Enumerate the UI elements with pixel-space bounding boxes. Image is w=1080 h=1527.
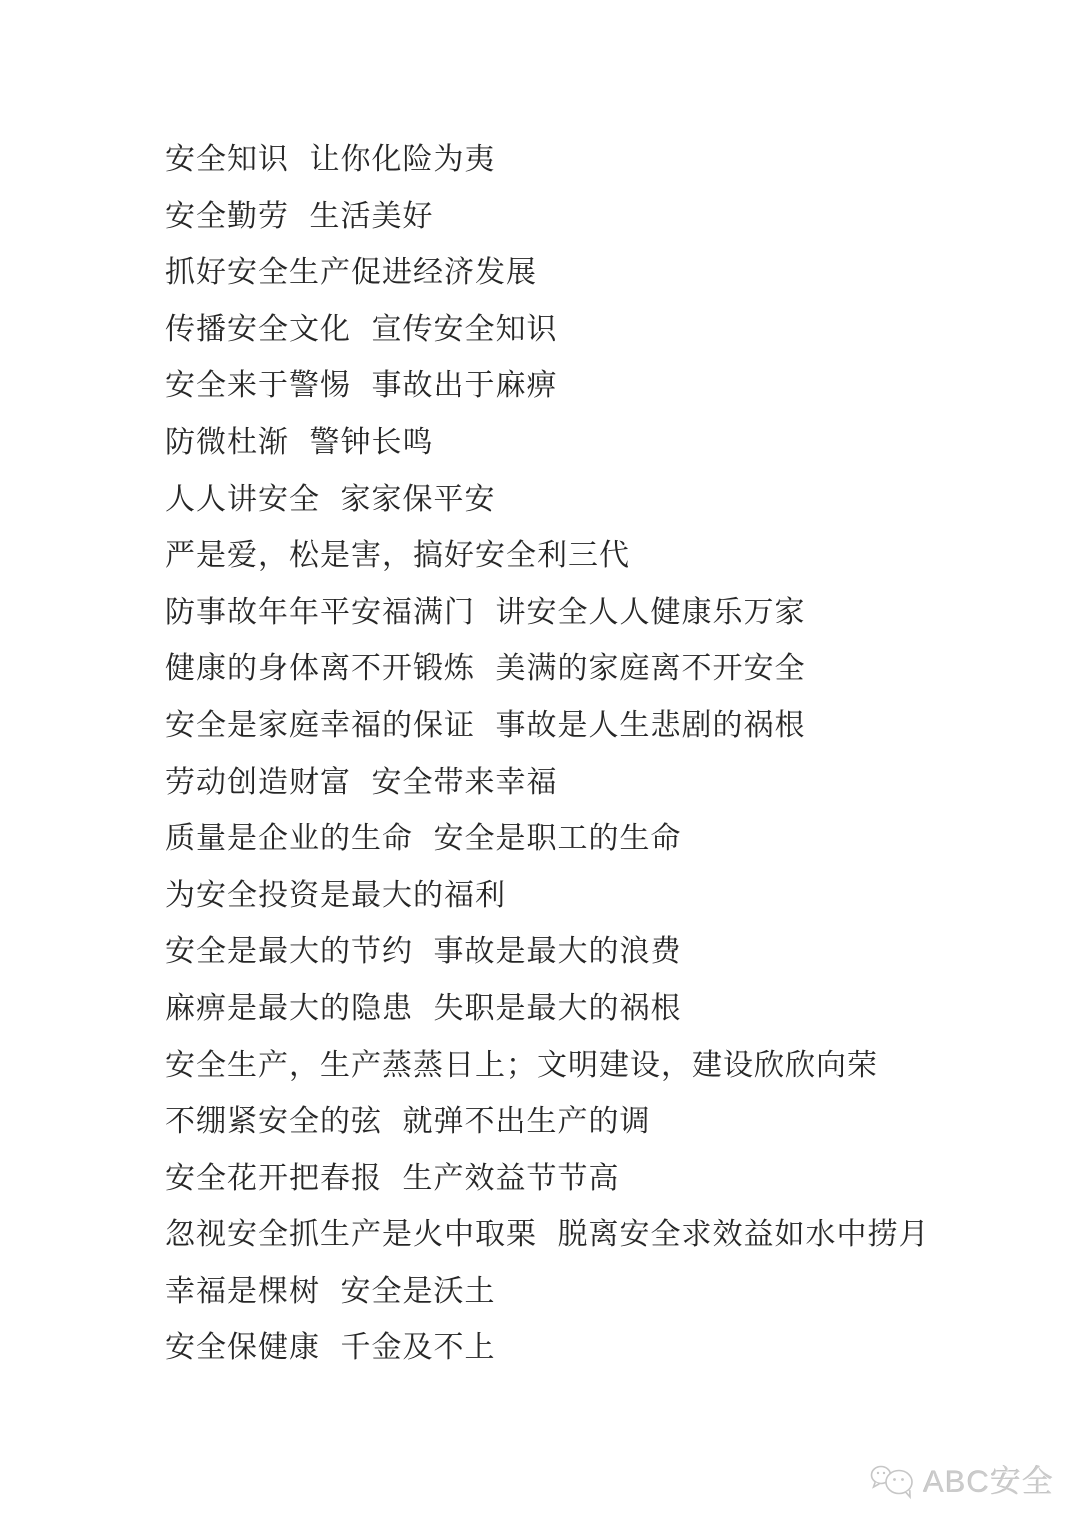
wechat-icon [870, 1463, 916, 1501]
slogan-line: 防微杜渐 警钟长鸣 [165, 425, 434, 459]
watermark-label: ABC安全 [923, 1464, 1054, 1499]
slogan-line: 安全勤劳 生活美好 [165, 199, 434, 233]
watermark [870, 1463, 1054, 1501]
slogan-line: 严是爱，松是害，搞好安全利三代 [165, 539, 630, 573]
slogan-line: 传播安全文化 宣传安全知识 [165, 312, 558, 346]
slogan-list [165, 132, 1060, 1377]
slogan-line: 幸福是棵树 安全是沃土 [165, 1274, 496, 1308]
slogan-line: 不绷紧安全的弦 就弹不出生产的调 [165, 1105, 651, 1139]
slogan-line: 质量是企业的生命 安全是职工的生命 [165, 822, 682, 856]
slogan-line: 安全是家庭幸福的保证 事故是人生悲剧的祸根 [165, 708, 806, 742]
slogan-line: 安全知识 让你化险为夷 [165, 143, 496, 176]
slogan-line: 安全保健康 千金及不上 [165, 1331, 496, 1365]
slogan-line: 安全生产，生产蒸蒸日上；文明建设，建设欣欣向荣 [165, 1048, 878, 1082]
slogan-line: 为安全投资是最大的福利 [165, 878, 506, 912]
slogan-line: 安全是最大的节约 事故是最大的浪费 [165, 935, 682, 969]
slogan-line: 安全来于警惕 事故出于麻痹 [165, 369, 558, 403]
slogan-line: 防事故年年平安福满门 讲安全人人健康乐万家 [165, 595, 806, 629]
slogan-line: 抓好安全生产促进经济发展 [165, 256, 537, 290]
slogan-line: 麻痹是最大的隐患 失职是最大的祸根 [165, 991, 682, 1025]
slogan-line: 人人讲安全 家家保平安 [165, 482, 496, 516]
slogan-line: 忽视安全抓生产是火中取栗 脱离安全求效益如水中捞月 [165, 1218, 930, 1252]
slogan-line: 健康的身体离不开锻炼 美满的家庭离不开安全 [165, 652, 806, 686]
slogan-line: 安全花开把春报 生产效益节节高 [165, 1161, 620, 1195]
slogan-line: 劳动创造财富 安全带来幸福 [165, 765, 558, 799]
